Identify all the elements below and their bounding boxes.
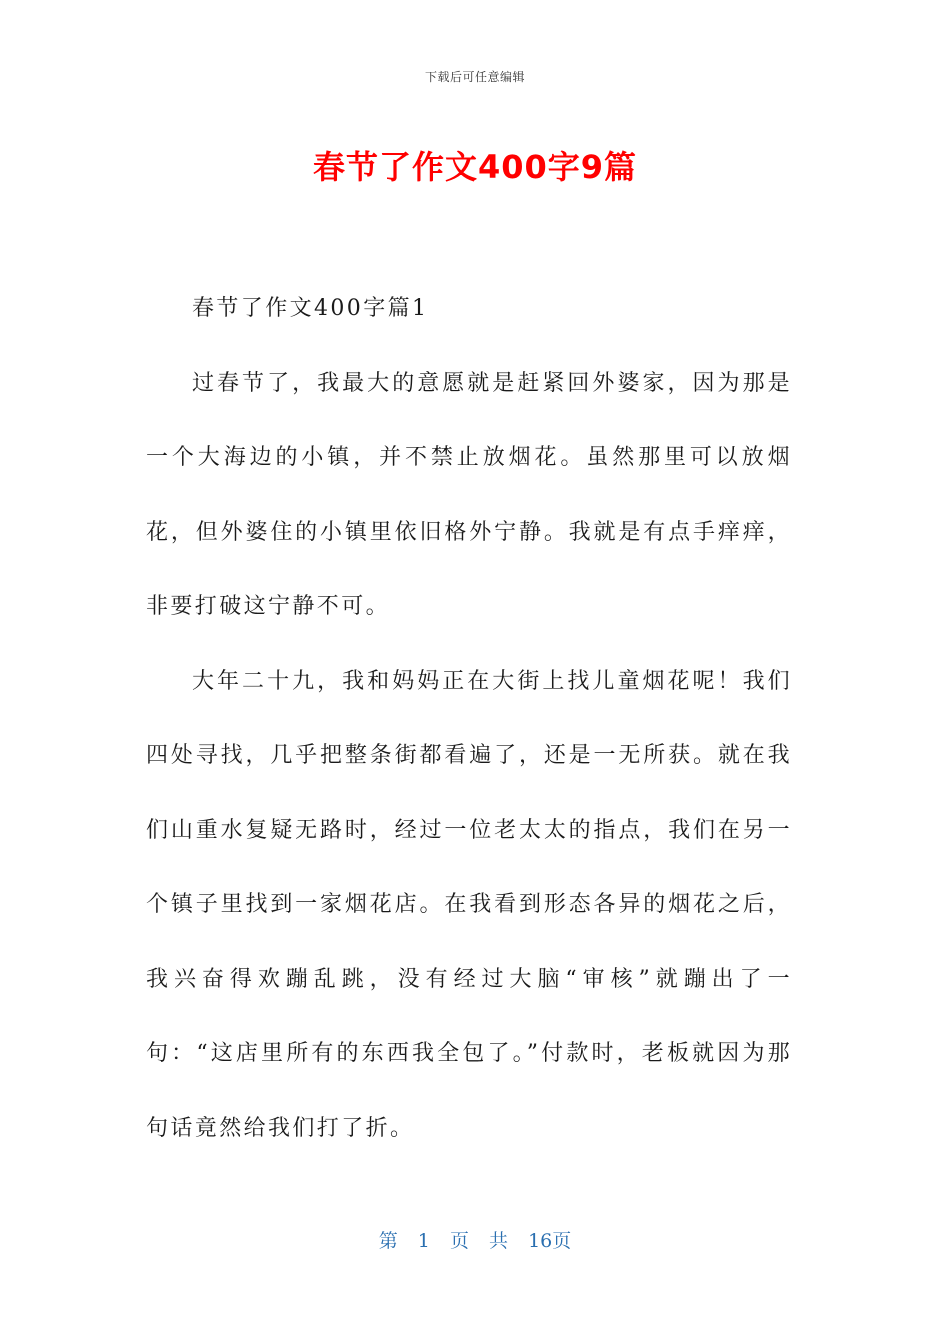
document-title: 春节了作文400字9篇 — [312, 148, 638, 186]
page-footer — [0, 1226, 950, 1253]
footer-page-word: 页 — [449, 1230, 469, 1252]
section-heading: 春节了作文400字篇1 — [192, 296, 429, 321]
paragraph: 大年二十九，我和妈妈正在大街上找儿童烟花呢！我们四处寻找，几乎把整条街都看遍了，还是一无所获。就在我们山重水复疑无路时，经过一位老太太的指点，我们在另一个镇子里找到一家烟花店。在我看到形态各异的烟花之后，我兴奋得欢蹦乱跳，没有经过大脑“审核”就蹦出了一句：“这店里所有的东西我全包了。”付款时，老板就因为那句话竟然给我们打了折。 — [146, 668, 792, 1141]
footer-current-page: 1 — [417, 1230, 430, 1252]
footer-total-word: 共 — [489, 1230, 509, 1252]
document-body — [146, 272, 792, 1166]
paragraph: 过春节了，我最大的意愿就是赶紧回外婆家，因为那是一个大海边的小镇，并不禁止放烟花。虽然那里可以放烟花，但外婆住的小镇里依旧格外宁静。我就是有点手痒痒，非要打破这宁静不可。 — [146, 370, 792, 619]
footer-total-pages: 16页 — [528, 1230, 572, 1252]
footer-prefix: 第 — [378, 1230, 398, 1252]
header-note: 下载后可任意编辑 — [424, 70, 525, 84]
